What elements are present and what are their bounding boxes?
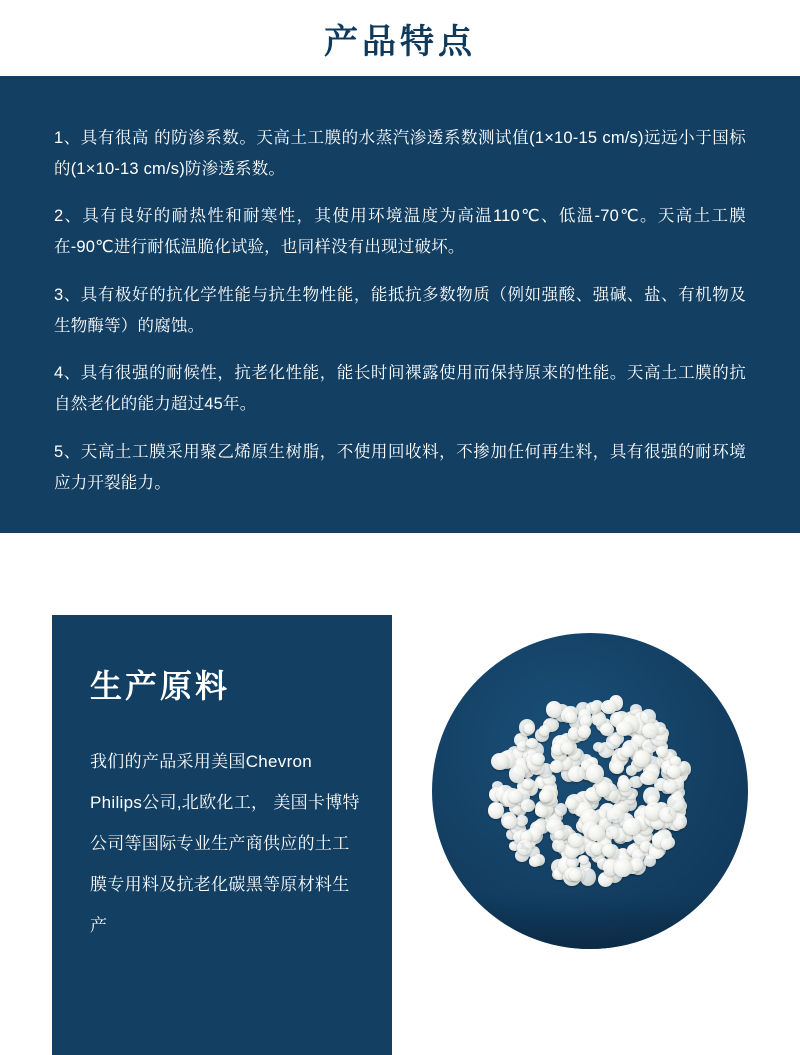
pellet (606, 734, 621, 749)
pellet (568, 766, 585, 782)
pellet (565, 711, 577, 724)
pellet (578, 725, 591, 738)
pellet-cluster (485, 691, 695, 891)
pellet (588, 825, 605, 840)
pellet (517, 840, 531, 855)
pellet (568, 833, 584, 847)
pellet (659, 807, 676, 823)
pellet (656, 746, 668, 757)
features-panel (0, 76, 800, 533)
raw-material-card (52, 615, 392, 1055)
pellet (640, 771, 657, 786)
feature-item: 5、天高土工膜采用聚乙烯原生树脂，不使用回收料，不掺加任何再生料，具有很强的耐环境应力开裂能力。 (54, 442, 746, 492)
pellet (611, 761, 625, 775)
pellet (641, 709, 656, 723)
pellet (554, 830, 565, 839)
pellet (644, 855, 656, 867)
pellet (526, 738, 539, 749)
pellet (491, 753, 508, 770)
feature-item: 4、具有很强的耐候性，抗老化性能，能长时间裸露使用而保持原来的性能。天高土工膜的抗自然老化的能力超过45年。 (54, 364, 746, 413)
pellet (626, 765, 637, 775)
pellet (661, 838, 673, 850)
pellet (586, 764, 604, 783)
resin-pellets-photo (432, 633, 748, 949)
section-spacer (0, 533, 800, 573)
pellet (630, 858, 643, 870)
pellet (565, 798, 578, 810)
pellet (550, 760, 563, 773)
features-list (54, 123, 746, 499)
raw-material-body: 我们的产品采用美国Chevron Philips公司,北欧化工， 美国卡博特公司等国际专业生产商供应的土工膜专用料及抗老化碳黑等原材料生产 (90, 751, 360, 935)
photo-vignette (432, 893, 748, 949)
pellet (593, 742, 604, 752)
feature-item: 3、具有极好的抗化学性能与抗生物性能，能抵抗多数物质（例如强酸、强碱、盐、有机物及生物酶等）的腐蚀。 (54, 285, 746, 335)
pellet (561, 742, 574, 754)
feature-item: 1、具有很高 的防渗系数。天高土工膜的水蒸汽渗透系数测试值(1×10-15 cm/s)远远小于国标的(1×10-13 cm/s)防渗透系数。 (54, 128, 746, 178)
raw-material-heading: 生产原料 (90, 667, 231, 704)
pellet (546, 701, 562, 717)
feature-item: 2、具有良好的耐热性和耐寒性，其使用环境温度为高温110℃、低温-70℃。天高土工膜在-90℃进行耐低温脆化试验，也同样没有出现过破坏。 (54, 207, 746, 256)
pellet (524, 723, 535, 734)
pellet (607, 807, 625, 823)
raw-material-section (0, 573, 800, 1055)
pellet (663, 779, 678, 793)
pellet (516, 815, 528, 826)
pellet (578, 855, 589, 865)
pellet (521, 799, 535, 812)
pellet (623, 818, 640, 835)
page-title: 产品特点 (324, 22, 476, 61)
pellet (508, 790, 522, 803)
pellet (531, 753, 545, 765)
pellet (614, 859, 631, 878)
page-title-bar (0, 0, 800, 76)
pellet (555, 803, 567, 816)
pellet (501, 812, 517, 829)
